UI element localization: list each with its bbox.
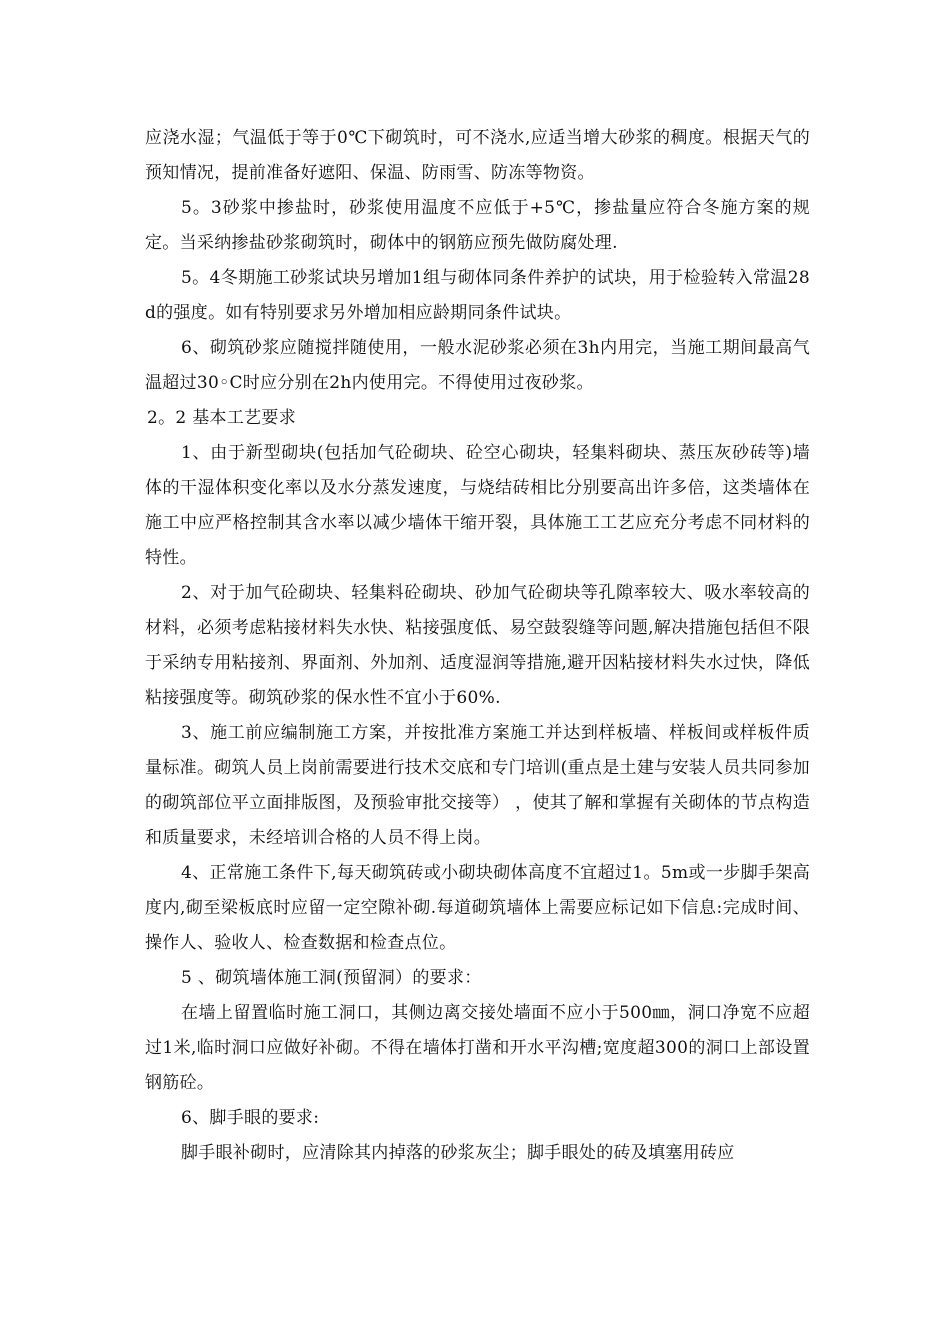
paragraph-5-3: 5。3砂浆中掺盐时，砂浆使用温度不应低于+5℃，掺盐量应符合冬施方案的规定。当采纳掺盐砂浆砌筑时，砌体中的钢筋应预先做防腐处理. (145, 198, 810, 253)
paragraph-req-5-heading: 5 、砌筑墙体施工洞(预留洞）的要求： (181, 968, 482, 988)
paragraph-req-6-body: 脚手眼补砌时，应清除其内掉落的砂浆灰尘；脚手眼处的砖及填塞用砖应 (181, 1143, 735, 1163)
document-body (145, 121, 810, 1171)
paragraph-req-2: 2、对于加气砼砌块、轻集料砼砌块、砂加气砼砌块等孔隙率较大、吸水率较高的材料，必须考虑粘接材料失水快、粘接强度低、易空鼓裂缝等问题,解决措施包括但不限于采纳专用粘接剂、界面剂、外加剂、适度湿润等措施,避开因粘接材料失水过快，降低粘接强度等。砌筑砂浆的保水性不宜小于60%. (145, 583, 810, 708)
paragraph-req-3: 3、施工前应编制施工方案，并按批准方案施工并达到样板墙、样板间或样板件质量标准。砌筑人员上岗前需要进行技术交底和专门培训(重点是土建与安装人员共同参加的砌筑部位平立面排版图，及预验审批交接等） ，使其了解和掌握有关砌体的节点构造和质量要求，未经培训合格的人员不得上岗。 (145, 723, 810, 848)
section-heading-2-2: 2。2 基本工艺要求 (147, 408, 297, 428)
paragraph-req-4: 4、正常施工条件下,每天砌筑砖或小砌块砌体高度不宜超过1。5m或一步脚手架高度内,砌至梁板底时应留一定空隙补砌.每道砌筑墙体上需要应标记如下信息:完成时间、操作人、验收人、检查数据和检查点位。 (145, 863, 810, 953)
paragraph-req-1: 1、由于新型砌块(包括加气砼砌块、砼空心砌块，轻集料砌块、蒸压灰砂砖等)墙体的干湿体积变化率以及水分蒸发速度，与烧结砖相比分别要高出许多倍，这类墙体在施工中应严格控制其含水率以减少墙体干缩开裂，具体施工工艺应充分考虑不同材料的特性。 (145, 443, 810, 568)
paragraph-5-4: 5。4冬期施工砂浆试块另增加1组与砌体同条件养护的试块，用于检验转入常温28d的强度。如有特别要求另外增加相应龄期同条件试块。 (145, 268, 810, 323)
paragraph-req-6-heading: 6、脚手眼的要求: (181, 1108, 320, 1128)
paragraph-req-5-body: 在墙上留置临时施工洞口，其侧边离交接处墙面不应小于500㎜，洞口净宽不应超过1米,临时洞口应做好补砌。不得在墙体打凿和开水平沟槽;宽度超300的洞口上部设置钢筋砼。 (145, 1003, 810, 1093)
paragraph-continued-watering: 应浇水湿；气温低于等于0℃下砌筑时，可不浇水,应适当增大砂浆的稠度。根据天气的预知情况，提前准备好遮阳、保温、防雨雪、防冻等物资。 (145, 128, 810, 183)
paragraph-6-mortar-usage: 6、砌筑砂浆应随搅拌随使用，一般水泥砂浆必须在3h内用完，当施工期间最高气温超过30◦C时应分别在2h内使用完。不得使用过夜砂浆。 (145, 338, 810, 393)
